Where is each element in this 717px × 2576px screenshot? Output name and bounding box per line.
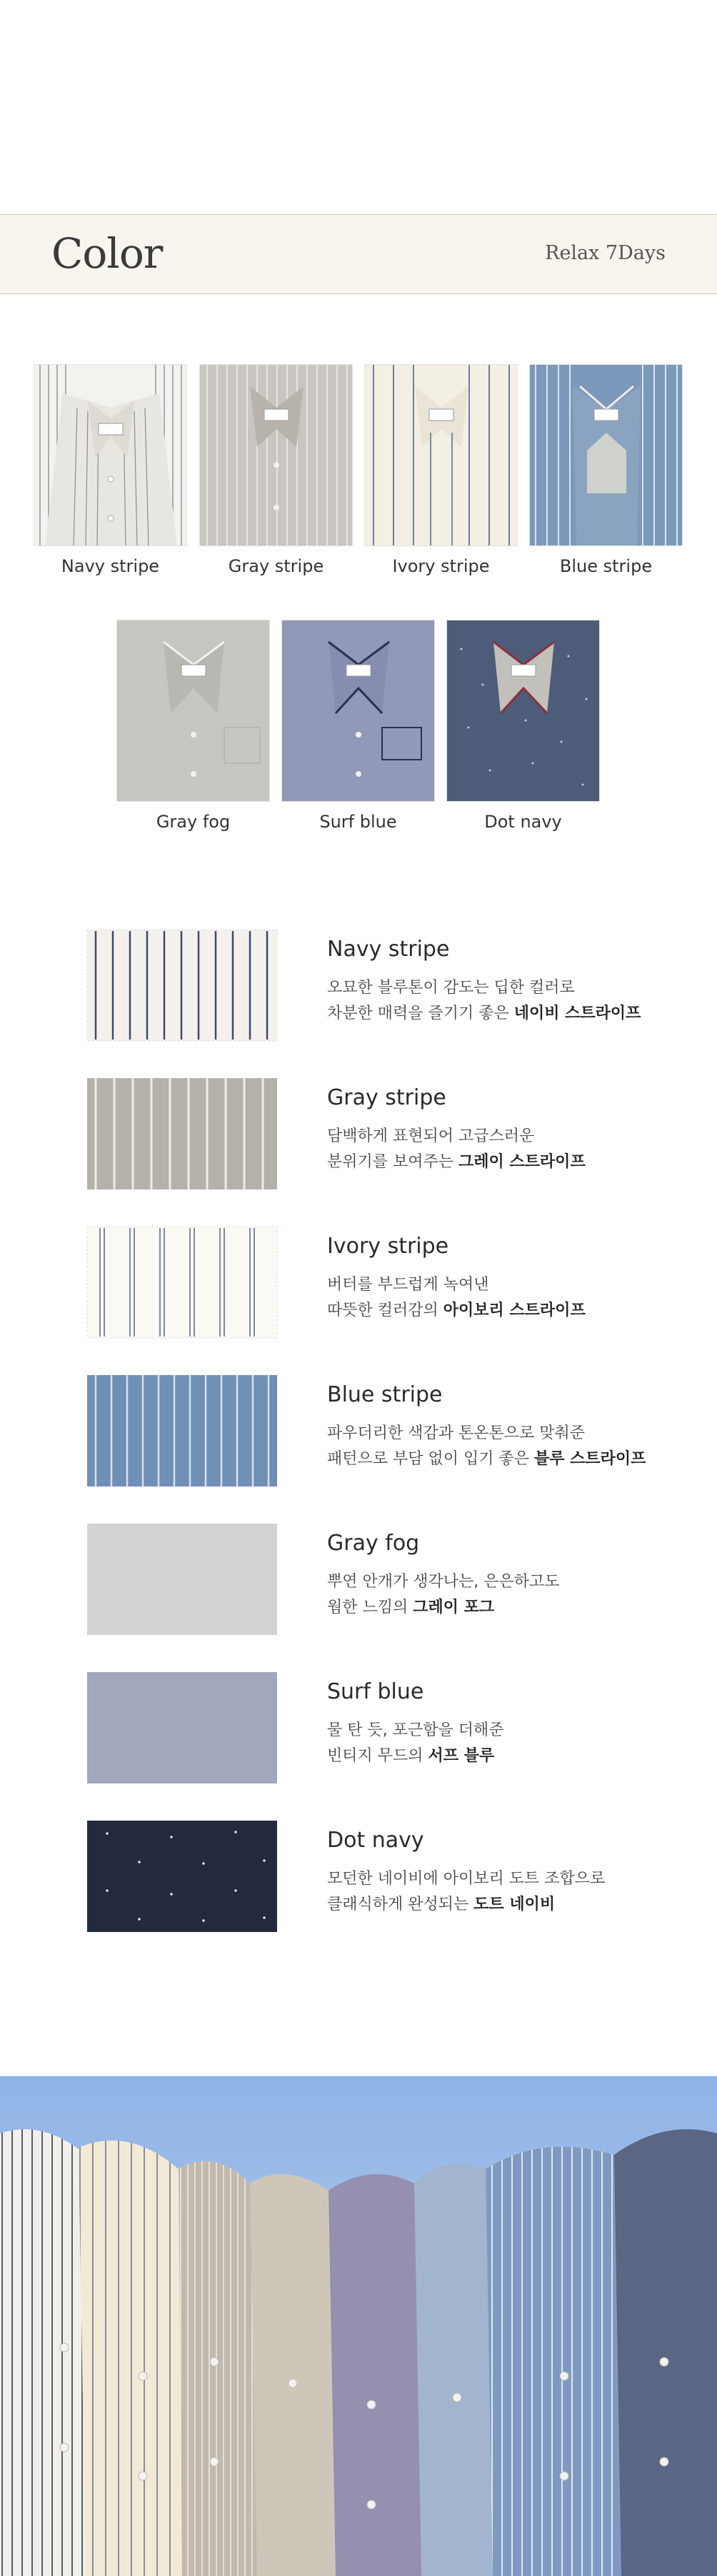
swatch-description — [327, 1718, 504, 1769]
product-thumb-surf-blue — [281, 620, 435, 832]
description-text: 패턴으로 부담 없이 입기 좋은 — [327, 1450, 534, 1468]
swatch-title: Surf blue — [327, 1679, 424, 1704]
description-line — [327, 1149, 586, 1175]
description-line: 뿌연 안개가 생각나는, 은은하고도 — [327, 1573, 560, 1591]
color-banner — [0, 214, 717, 294]
swatch-row-surf-blue — [86, 1671, 657, 1778]
swatch-description — [327, 1272, 586, 1324]
description-text: 웜한 느낌의 — [327, 1599, 413, 1616]
description-line: 물 탄 듯, 포근함을 더해준 — [327, 1721, 504, 1739]
product-image — [529, 364, 683, 546]
swatch-description — [327, 1866, 605, 1918]
product-label: Navy stripe — [61, 556, 160, 576]
description-line: 오묘한 블루톤이 감도는 딥한 컬러로 — [327, 979, 575, 997]
swatch-description — [327, 1124, 586, 1175]
description-line — [327, 1001, 641, 1027]
product-image — [34, 364, 187, 546]
ivory-stripe-swatch — [86, 1225, 279, 1339]
swatch-title: Dot navy — [327, 1828, 424, 1853]
product-image — [446, 620, 600, 802]
swatch-description — [327, 1569, 560, 1621]
color-name-highlight: 도트 네이비 — [473, 1896, 556, 1913]
color-name-highlight: 블루 스트라이프 — [534, 1450, 646, 1468]
description-line — [327, 1744, 504, 1769]
surf-blue-swatch — [86, 1671, 279, 1785]
product-label: Blue stripe — [559, 556, 653, 576]
swatch-title: Gray fog — [327, 1531, 420, 1556]
description-line: 파우더리한 색감과 톤온톤으로 맞춰준 — [327, 1424, 586, 1442]
swatch-row-blue-stripe — [86, 1374, 657, 1481]
color-name-highlight: 그레이 포그 — [413, 1599, 495, 1616]
description-text: 빈티지 무드의 — [327, 1747, 428, 1765]
product-image — [281, 620, 435, 802]
blue-stripe-swatch — [86, 1374, 279, 1488]
swatch-title: Blue stripe — [327, 1382, 443, 1407]
product-thumb-ivory-stripe — [364, 364, 518, 576]
swatch-description — [327, 1421, 646, 1472]
description-line — [327, 1595, 560, 1621]
product-thumb-dot-navy — [446, 620, 600, 832]
swatch-row-dot-navy — [86, 1819, 657, 1926]
gray-fog-swatch — [86, 1522, 279, 1636]
description-line — [327, 1298, 586, 1324]
swatch-row-ivory-stripe — [86, 1225, 657, 1332]
navy-stripe-swatch — [86, 928, 279, 1042]
swatch-row-gray-stripe — [86, 1077, 657, 1184]
color-name-highlight: 그레이 스트라이프 — [458, 1153, 586, 1171]
product-thumb-blue-stripe — [529, 364, 683, 576]
description-line: 담백하게 표현되어 고급스러운 — [327, 1127, 535, 1145]
product-thumb-navy-stripe — [34, 364, 187, 576]
swatch-row-gray-fog — [86, 1522, 657, 1629]
product-label: Surf blue — [319, 812, 397, 832]
description-line — [327, 1447, 646, 1472]
product-image — [364, 364, 518, 546]
description-line: 모던한 네이비에 아이보리 도트 조합으로 — [327, 1870, 606, 1888]
gray-stripe-swatch — [86, 1077, 279, 1191]
brand-name: Relax 7Days — [545, 242, 666, 264]
color-name-highlight: 네이비 스트라이프 — [513, 1005, 641, 1022]
color-name-highlight: 서프 블루 — [428, 1747, 495, 1765]
product-thumb-gray-fog — [116, 620, 270, 832]
product-label: Gray fog — [156, 812, 231, 832]
description-text: 차분한 매력을 즐기기 좋은 — [327, 1005, 514, 1022]
description-line: 버터를 부드럽게 녹여낸 — [327, 1276, 489, 1294]
product-image — [116, 620, 270, 802]
swatch-title: Gray stripe — [327, 1085, 446, 1110]
description-text: 따뜻한 컬러감의 — [327, 1302, 443, 1319]
pajamas-lineup-photo — [0, 2076, 717, 2576]
product-label: Dot navy — [484, 812, 562, 832]
swatch-description — [327, 975, 641, 1027]
dot-navy-swatch — [86, 1819, 279, 1933]
description-text: 클래식하게 완성되는 — [327, 1896, 474, 1913]
product-label: Ivory stripe — [392, 556, 490, 576]
swatch-row-navy-stripe — [86, 928, 657, 1035]
swatch-title: Navy stripe — [327, 937, 450, 962]
product-thumb-gray-stripe — [199, 364, 353, 576]
product-image — [199, 364, 353, 546]
section-title: Color — [51, 229, 163, 278]
product-label: Gray stripe — [228, 556, 324, 576]
color-name-highlight: 아이보리 스트라이프 — [443, 1302, 586, 1319]
swatch-title: Ivory stripe — [327, 1234, 449, 1259]
description-text: 분위기를 보여주는 — [327, 1153, 459, 1171]
description-line — [327, 1892, 605, 1918]
